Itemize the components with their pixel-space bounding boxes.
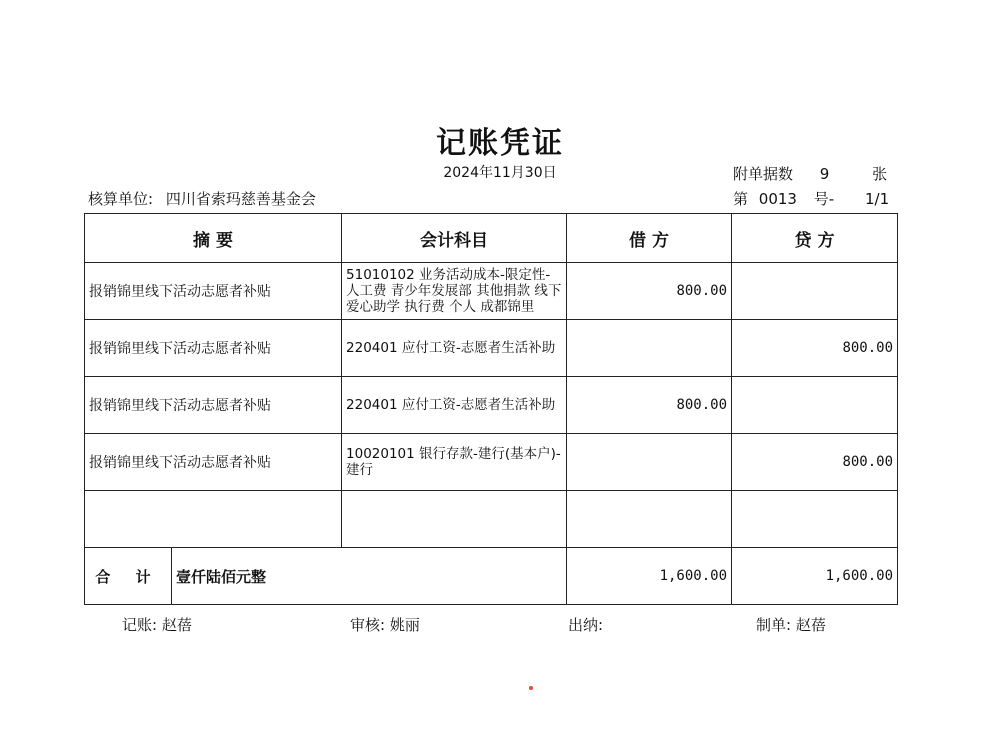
attachments-label: 附单据数 — [733, 165, 794, 183]
row-summary: 报销锦里线下活动志愿者补贴 — [85, 377, 342, 434]
header-debit: 借 方 — [567, 214, 732, 263]
attachments-info — [733, 163, 887, 184]
voucher-table — [84, 213, 898, 605]
voucher-title: 记账凭证 — [436, 126, 564, 161]
row-summary: 报销锦里线下活动志愿者补贴 — [85, 320, 342, 377]
total-debit: 1,600.00 — [567, 548, 732, 605]
row-account: 10020101 银行存款-建行(基本户)-建行 — [342, 434, 567, 491]
table-header-row — [85, 214, 898, 263]
voucher-date: 2024年11月30日 — [443, 165, 557, 181]
total-label: 合 计 — [85, 548, 172, 605]
table-row — [85, 434, 898, 491]
voucher-number — [733, 188, 889, 209]
number-value: 0013 — [758, 190, 797, 208]
row-credit — [732, 377, 898, 434]
blank-account — [342, 491, 567, 548]
row-summary: 报销锦里线下活动志愿者补贴 — [85, 263, 342, 320]
attachments-count: 9 — [819, 165, 830, 183]
bookkeeper-signature: 记账: 赵蓓 — [122, 616, 192, 634]
row-debit: 800.00 — [567, 263, 732, 320]
number-prefix: 第 — [733, 190, 749, 208]
number-suffix: 号- — [813, 190, 835, 208]
row-account: 220401 应付工资-志愿者生活补助 — [342, 377, 567, 434]
row-account: 220401 应付工资-志愿者生活补助 — [342, 320, 567, 377]
row-debit — [567, 320, 732, 377]
total-amount-words: 壹仟陆佰元整 — [172, 548, 567, 605]
unit-label: 核算单位: — [88, 190, 154, 208]
table-row — [85, 263, 898, 320]
blank-row — [85, 491, 898, 548]
row-account: 51010102 业务活动成本-限定性-人工费 青少年发展部 其他捐款 线下爱心助学 执行费 个人 成都锦里 — [342, 263, 567, 320]
header-account: 会计科目 — [342, 214, 567, 263]
preparer-signature: 制单: 赵蓓 — [756, 616, 826, 634]
reviewer-signature: 审核: 姚丽 — [350, 616, 420, 634]
total-row — [85, 548, 898, 605]
table-row — [85, 377, 898, 434]
header-summary: 摘 要 — [85, 214, 342, 263]
red-mark-dot — [529, 686, 533, 690]
row-credit: 800.00 — [732, 434, 898, 491]
row-credit: 800.00 — [732, 320, 898, 377]
row-credit — [732, 263, 898, 320]
row-debit: 800.00 — [567, 377, 732, 434]
accounting-unit — [88, 188, 316, 209]
blank-credit — [732, 491, 898, 548]
total-credit: 1,600.00 — [732, 548, 898, 605]
row-summary: 报销锦里线下活动志愿者补贴 — [85, 434, 342, 491]
unit-name: 四川省索玛慈善基金会 — [165, 190, 316, 208]
attachments-unit: 张 — [872, 165, 888, 183]
header-credit: 贷 方 — [732, 214, 898, 263]
blank-summary — [85, 491, 342, 548]
row-debit — [567, 434, 732, 491]
blank-debit — [567, 491, 732, 548]
table-row — [85, 320, 898, 377]
page-indicator: 1/1 — [864, 190, 890, 208]
cashier-signature: 出纳: — [568, 616, 604, 634]
